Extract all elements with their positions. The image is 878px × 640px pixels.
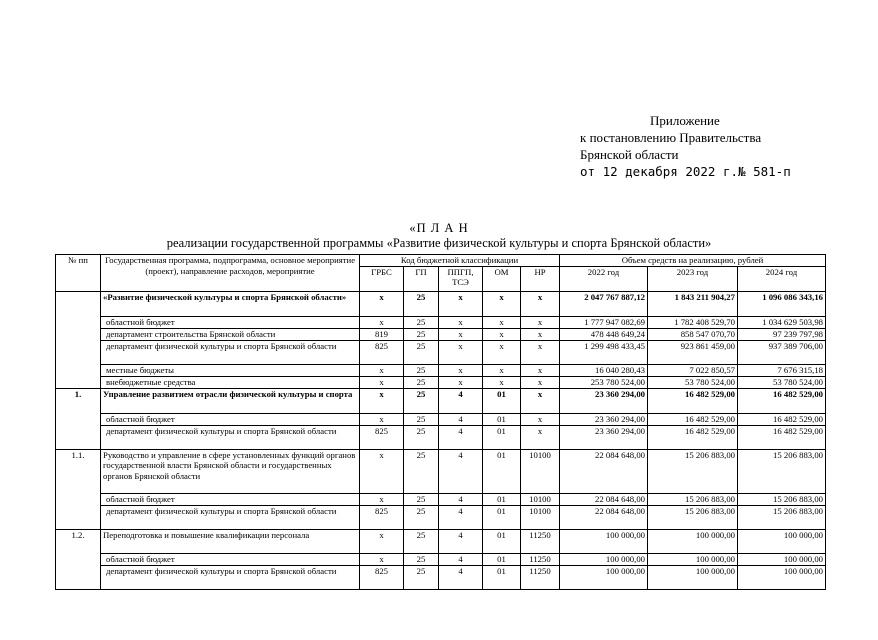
cell-name: областной бюджет: [101, 413, 360, 425]
table-row: [56, 328, 826, 340]
cell-om: 01: [483, 553, 521, 565]
cell-gp: 25: [404, 340, 439, 364]
cell-num: 1.: [56, 388, 101, 449]
cell-nr: 11250: [521, 565, 560, 589]
cell-ppgp: 4: [439, 493, 483, 505]
cell-num: [56, 291, 101, 388]
cell-y2022: 2 047 767 887,12: [560, 291, 648, 316]
cell-y2024: 15 206 883,00: [738, 493, 826, 505]
cell-y2024: 15 206 883,00: [738, 449, 826, 493]
cell-grbs: х: [360, 493, 404, 505]
cell-name: местные бюджеты: [101, 364, 360, 376]
cell-om: 01: [483, 565, 521, 589]
cell-y2024: 1 034 629 503,98: [738, 316, 826, 328]
table-header: [56, 255, 826, 292]
cell-ppgp: 4: [439, 425, 483, 449]
header-2024: 2024 год: [738, 266, 826, 291]
plan-subtitle: реализации государственной программы «Развитие физической культуры и спорта Брянской области»: [166, 236, 712, 250]
cell-y2023: 858 547 070,70: [648, 328, 738, 340]
table-row: [56, 413, 826, 425]
cell-grbs: х: [360, 388, 404, 413]
cell-gp: 25: [404, 505, 439, 529]
table-row: [56, 565, 826, 589]
cell-om: 01: [483, 388, 521, 413]
cell-name: областной бюджет: [101, 316, 360, 328]
appendix-date-number: от 12 декабря 2022 г.№ 581-п: [580, 164, 791, 179]
cell-grbs: х: [360, 449, 404, 493]
cell-y2023: 16 482 529,00: [648, 425, 738, 449]
cell-y2023: 53 780 524,00: [648, 376, 738, 388]
cell-gp: 25: [404, 376, 439, 388]
cell-om: 01: [483, 449, 521, 493]
cell-gp: 25: [404, 529, 439, 553]
cell-grbs: х: [360, 364, 404, 376]
table-row: [56, 388, 826, 413]
table-row: [56, 364, 826, 376]
cell-ppgp: х: [439, 340, 483, 364]
cell-y2022: 100 000,00: [560, 565, 648, 589]
appendix-title: Приложение: [650, 113, 720, 128]
cell-gp: 25: [404, 291, 439, 316]
cell-grbs: х: [360, 413, 404, 425]
header-name: Государственная программа, подпрограмма, основное мероприятие (проект), направление расходов, мероприятие: [101, 255, 360, 292]
cell-grbs: 825: [360, 565, 404, 589]
cell-y2022: 253 780 524,00: [560, 376, 648, 388]
cell-y2024: 7 676 315,18: [738, 364, 826, 376]
budget-plan-table: [55, 254, 826, 590]
table-row: [56, 340, 826, 364]
cell-ppgp: х: [439, 291, 483, 316]
table-row: [56, 291, 826, 316]
cell-y2024: 937 389 706,00: [738, 340, 826, 364]
cell-y2023: 16 482 529,00: [648, 388, 738, 413]
cell-gp: 25: [404, 413, 439, 425]
cell-name: департамент физической культуры и спорта Брянской области: [101, 340, 360, 364]
cell-om: 01: [483, 493, 521, 505]
cell-ppgp: 4: [439, 553, 483, 565]
cell-gp: 25: [404, 425, 439, 449]
table-row: [56, 449, 826, 493]
cell-nr: х: [521, 388, 560, 413]
cell-y2022: 1 299 498 433,45: [560, 340, 648, 364]
cell-nr: 11250: [521, 553, 560, 565]
cell-y2024: 16 482 529,00: [738, 425, 826, 449]
cell-y2022: 23 360 294,00: [560, 413, 648, 425]
cell-name: департамент физической культуры и спорта Брянской области: [101, 505, 360, 529]
cell-y2023: 15 206 883,00: [648, 449, 738, 493]
header-2023: 2023 год: [648, 266, 738, 291]
table-row: [56, 529, 826, 553]
cell-y2023: 100 000,00: [648, 565, 738, 589]
cell-y2024: 1 096 086 343,16: [738, 291, 826, 316]
cell-om: х: [483, 364, 521, 376]
cell-nr: х: [521, 340, 560, 364]
cell-ppgp: х: [439, 364, 483, 376]
cell-y2022: 100 000,00: [560, 529, 648, 553]
cell-y2023: 16 482 529,00: [648, 413, 738, 425]
cell-nr: х: [521, 316, 560, 328]
cell-ppgp: х: [439, 328, 483, 340]
cell-gp: 25: [404, 328, 439, 340]
cell-om: 01: [483, 529, 521, 553]
cell-name: Переподготовка и повышение квалификации персонала: [101, 529, 360, 553]
cell-y2024: 97 239 797,98: [738, 328, 826, 340]
cell-y2024: 16 482 529,00: [738, 388, 826, 413]
cell-name: областной бюджет: [101, 493, 360, 505]
cell-y2023: 923 861 459,00: [648, 340, 738, 364]
cell-om: 01: [483, 505, 521, 529]
cell-grbs: 825: [360, 340, 404, 364]
cell-num: 1.1.: [56, 449, 101, 529]
cell-y2023: 1 843 211 904,27: [648, 291, 738, 316]
cell-grbs: х: [360, 376, 404, 388]
cell-nr: х: [521, 425, 560, 449]
cell-om: х: [483, 291, 521, 316]
cell-y2022: 22 084 648,00: [560, 449, 648, 493]
appendix-decree-line: к постановлению Правительства: [580, 130, 762, 145]
cell-y2023: 1 782 408 529,70: [648, 316, 738, 328]
cell-y2024: 16 482 529,00: [738, 413, 826, 425]
cell-y2022: 1 777 947 082,69: [560, 316, 648, 328]
table-row: [56, 376, 826, 388]
cell-name: департамент физической культуры и спорта Брянской области: [101, 425, 360, 449]
cell-nr: 10100: [521, 493, 560, 505]
cell-gp: 25: [404, 364, 439, 376]
cell-y2024: 100 000,00: [738, 553, 826, 565]
cell-nr: х: [521, 376, 560, 388]
cell-ppgp: х: [439, 376, 483, 388]
plan-title: «П Л А Н: [409, 221, 469, 235]
appendix-block: [580, 112, 870, 180]
cell-ppgp: 4: [439, 505, 483, 529]
table-row: [56, 493, 826, 505]
cell-name: «Развитие физической культуры и спорта Брянской области»: [101, 291, 360, 316]
cell-gp: 25: [404, 449, 439, 493]
cell-y2023: 7 022 850,57: [648, 364, 738, 376]
header-amount-group: Объем средств на реализацию, рублей: [560, 255, 826, 267]
cell-y2022: 22 084 648,00: [560, 493, 648, 505]
cell-y2023: 100 000,00: [648, 529, 738, 553]
cell-om: х: [483, 316, 521, 328]
cell-name: внебюджетные средства: [101, 376, 360, 388]
cell-nr: 10100: [521, 505, 560, 529]
cell-nr: х: [521, 328, 560, 340]
header-2022: 2022 год: [560, 266, 648, 291]
cell-ppgp: 4: [439, 529, 483, 553]
appendix-region-line: Брянской области: [580, 147, 679, 162]
cell-name: департамент строительства Брянской области: [101, 328, 360, 340]
cell-nr: х: [521, 413, 560, 425]
table-row: [56, 425, 826, 449]
cell-gp: 25: [404, 553, 439, 565]
header-nr: НР: [521, 266, 560, 291]
cell-om: х: [483, 340, 521, 364]
cell-y2022: 23 360 294,00: [560, 425, 648, 449]
cell-om: 01: [483, 425, 521, 449]
table-body: [56, 291, 826, 589]
cell-ppgp: 4: [439, 449, 483, 493]
header-num: № пп: [56, 255, 101, 292]
cell-y2022: 22 084 648,00: [560, 505, 648, 529]
cell-ppgp: х: [439, 316, 483, 328]
table-row: [56, 505, 826, 529]
header-code-group: Код бюджетной классификации: [360, 255, 560, 267]
cell-y2023: 100 000,00: [648, 553, 738, 565]
cell-grbs: х: [360, 529, 404, 553]
cell-grbs: 825: [360, 505, 404, 529]
cell-y2023: 15 206 883,00: [648, 493, 738, 505]
cell-name: областной бюджет: [101, 553, 360, 565]
cell-nr: 11250: [521, 529, 560, 553]
cell-gp: 25: [404, 493, 439, 505]
cell-grbs: х: [360, 316, 404, 328]
cell-grbs: х: [360, 291, 404, 316]
cell-y2023: 15 206 883,00: [648, 505, 738, 529]
cell-ppgp: 4: [439, 413, 483, 425]
cell-name: Руководство и управление в сфере установленных функций органов государственной власти Брянской области и государственных органов Брянской области: [101, 449, 360, 493]
cell-num: 1.2.: [56, 529, 101, 589]
cell-grbs: 819: [360, 328, 404, 340]
cell-y2022: 478 448 649,24: [560, 328, 648, 340]
cell-nr: х: [521, 364, 560, 376]
cell-gp: 25: [404, 388, 439, 413]
table-row: [56, 553, 826, 565]
cell-y2024: 100 000,00: [738, 529, 826, 553]
cell-gp: 25: [404, 565, 439, 589]
cell-om: х: [483, 328, 521, 340]
header-om: ОМ: [483, 266, 521, 291]
cell-grbs: 825: [360, 425, 404, 449]
cell-y2022: 23 360 294,00: [560, 388, 648, 413]
cell-om: х: [483, 376, 521, 388]
cell-y2024: 100 000,00: [738, 565, 826, 589]
cell-name: департамент физической культуры и спорта Брянской области: [101, 565, 360, 589]
header-grbs: ГРБС: [360, 266, 404, 291]
cell-y2024: 15 206 883,00: [738, 505, 826, 529]
cell-nr: 10100: [521, 449, 560, 493]
cell-ppgp: 4: [439, 565, 483, 589]
cell-name: Управление развитием отрасли физической культуры и спорта: [101, 388, 360, 413]
header-gp: ГП: [404, 266, 439, 291]
header-ppgp: ППГП, ТСЭ: [439, 266, 483, 291]
cell-y2024: 53 780 524,00: [738, 376, 826, 388]
table-row: [56, 316, 826, 328]
cell-y2022: 16 040 280,43: [560, 364, 648, 376]
cell-gp: 25: [404, 316, 439, 328]
cell-ppgp: 4: [439, 388, 483, 413]
cell-om: 01: [483, 413, 521, 425]
cell-y2022: 100 000,00: [560, 553, 648, 565]
cell-nr: х: [521, 291, 560, 316]
cell-grbs: х: [360, 553, 404, 565]
